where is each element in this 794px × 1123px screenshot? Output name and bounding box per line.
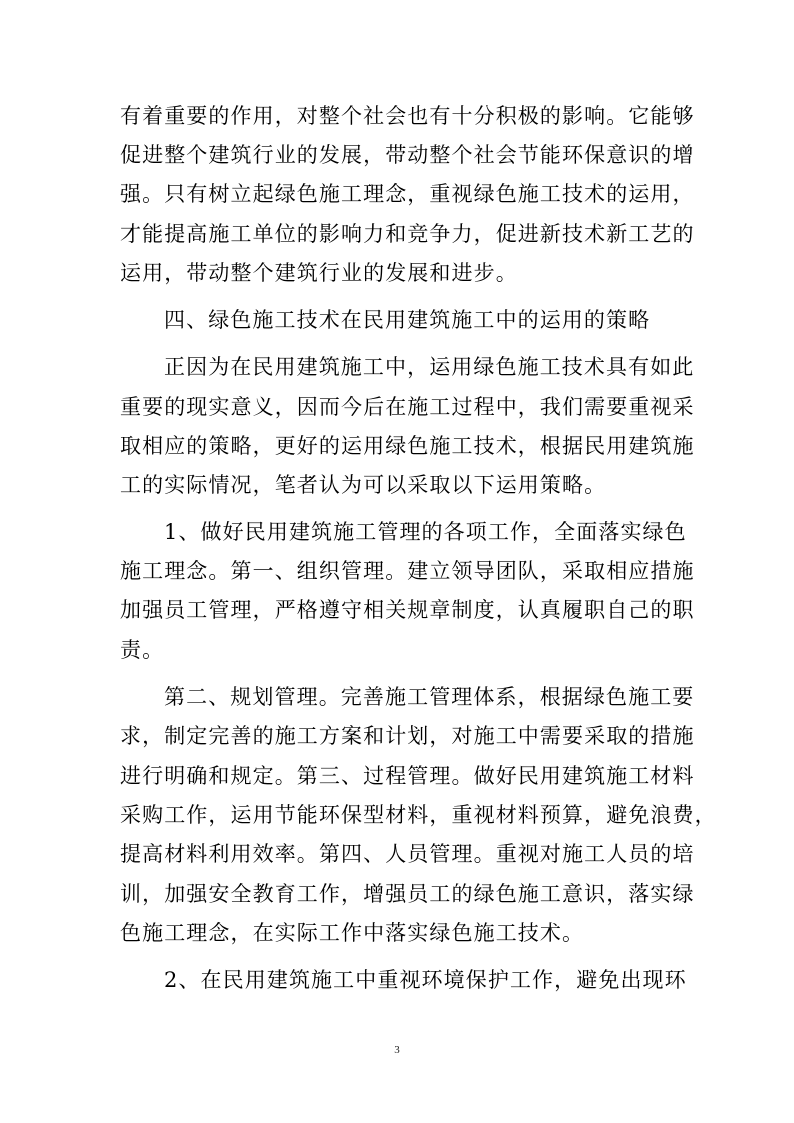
text-line: 色施工理念，在实际工作中落实绿色施工技术。 xyxy=(120,921,585,945)
text-line: 采购工作，运用节能环保型材料，重视材料预算，避免浪费， xyxy=(120,803,717,827)
text-line: 施工理念。第一、组织管理。建立领导团队，采取相应措施 xyxy=(120,559,695,583)
text-line: 1、做好民用建筑施工管理的各项工作，全面落实绿色 xyxy=(164,520,687,544)
text-line: 取相应的策略，更好的运用绿色施工技术，根据民用建筑施 xyxy=(120,434,695,458)
text-line: 正因为在民用建筑施工中，运用绿色施工技术具有如此 xyxy=(164,355,695,379)
text-line: 强。只有树立起绿色施工理念，重视绿色施工技术的运用， xyxy=(120,182,695,206)
text-line: 重要的现实意义，因而今后在施工过程中，我们需要重视采 xyxy=(120,395,695,419)
text-line: 运用，带动整个建筑行业的发展和进步。 xyxy=(120,261,518,285)
page-number: 3 xyxy=(394,1044,400,1056)
text-line: 促进整个建筑行业的发展，带动整个社会节能环保意识的增 xyxy=(120,143,695,167)
text-line: 责。 xyxy=(120,638,165,662)
text-line: 求，制定完善的施工方案和计划，对施工中需要采取的措施 xyxy=(120,724,695,748)
text-line: 进行明确和规定。第三、过程管理。做好民用建筑施工材料 xyxy=(120,764,695,788)
text-line: 才能提高施工单位的影响力和竞争力，促进新技术新工艺的 xyxy=(120,222,695,246)
text-line: 第二、规划管理。完善施工管理体系，根据绿色施工要 xyxy=(164,685,695,709)
text-line: 有着重要的作用，对整个社会也有十分积极的影响。它能够 xyxy=(120,104,695,128)
text-line: 2、在民用建筑施工中重视环境保护工作，避免出现环 xyxy=(164,968,687,992)
text-line: 工的实际情况，笔者认为可以采取以下运用策略。 xyxy=(120,473,607,497)
section-heading: 四、绿色施工技术在民用建筑施工中的运用的策略 xyxy=(164,308,651,332)
text-line: 加强员工管理，严格遵守相关规章制度，认真履职自己的职 xyxy=(120,598,695,622)
text-line: 训，加强安全教育工作，增强员工的绿色施工意识，落实绿 xyxy=(120,882,695,906)
text-line: 提高材料利用效率。第四、人员管理。重视对施工人员的培 xyxy=(120,842,695,866)
